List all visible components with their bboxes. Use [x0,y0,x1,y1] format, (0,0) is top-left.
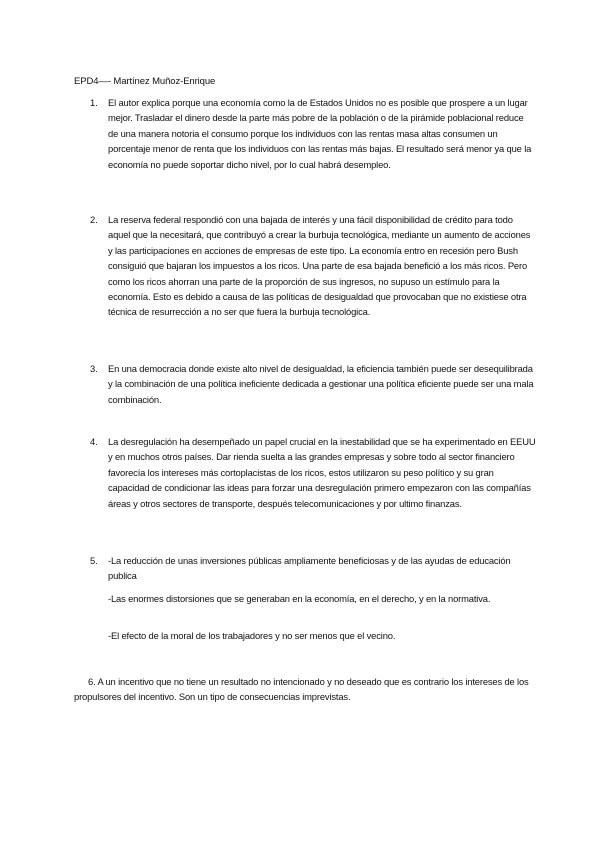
item-text: -La reducción de unas inversiones públicas ampliamente beneficiosas y de las ayudas de educación publica [108,555,511,582]
item-5-subpoint-2: -El efecto de la moral de los trabajadores y no ser menos que el vecino. [108,630,396,641]
item-text: El autor explica porque una economía como la de Estados Unidos no es posible que prospere a un lugar mejor. Trasladar el dinero desde la parte más pobre de la población o de la pirámide poblacional reduce de una manera notoria el consumo porque los individuos con las rentas masa altas consumen un porcentaje menor de renta que los individuos con las rentas más bajas. El resultado será menor ya que la economía no puede soportar dicho nivel, por lo cual habrá desempleo. [108,97,532,170]
item-number: 1. [90,97,98,108]
item-5-subpoint-1: -Las enormes distorsiones que se generaban en la economía, en el derecho, y en la normativa. [108,593,491,604]
item-text: La reserva federal respondió con una bajada de interés y una fácil disponibilidad de crédito para todo aquel que la necesitará, que contribuyó a crear la burbuja tecnológica, mediante un aumento de acciones y las participaciones en acciones de empresas de este tipo. La economía entro en recesión pero Bush consiguió que bajaran los impuestos a los ricos. Una parte de esa bajada benefició a los más ricos. Pero como los ricos ahorran una parte de la proporción de sus ingresos, no supuso un estímulo para la economía. Esto es debido a causa de las políticas de desigualdad que provocaban que no existiese otra técnica de resurrección a no ser que fuera la burbuja tecnológica. [108,214,531,318]
item-text: La desregulación ha desempeñado un papel crucial en la inestabilidad que se ha experimentado en EEUU y en muchos otros países. Dar rienda suelta a las grandes empresas y sobre todo al sector financiero favorecía los intereses más cortoplacistas de los ricos, estos utilizaron su peso político y su gran capacidad de condicionar las ideas para forzar una desregulación primero empezaron con las compañías áreas y otros sectores de transporte, después telecomunicaciones y por ultimo finanzas. [108,436,536,509]
item-number: 2. [90,214,98,225]
item-number: 4. [90,436,98,447]
document-header: EPD4—- Martínez Muñoz-Enrique [74,76,216,87]
item-number: 3. [90,363,98,374]
item-text: En una democracia donde existe alto nivel de desigualdad, la eficiencia también puede ser desequilibrada y la combinación de una política ineficiente dedicada a gestionar una política eficiente puede ser una mala combinación. [108,363,534,405]
paragraph-6: 6. A un incentivo que no tiene un resultado no intencionado y no deseado que es contrario los intereses de los propulsores del incentivo. Son un tipo de consecuencias imprevistas. [74,676,529,703]
item-number: 5. [90,555,98,566]
